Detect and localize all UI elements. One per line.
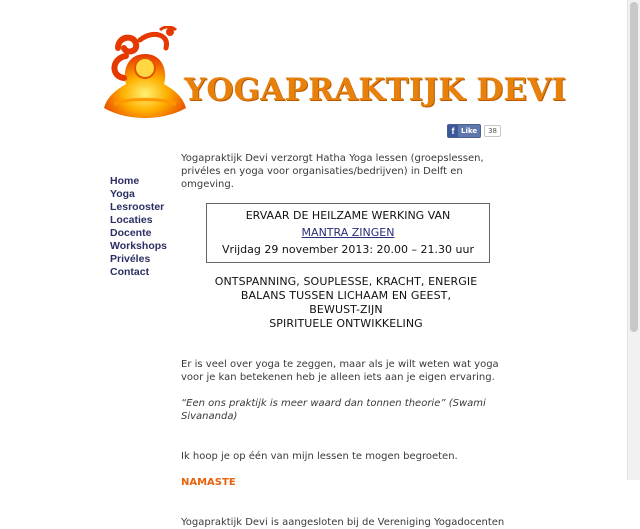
theme-line: BEWUST-ZIJN xyxy=(309,303,383,316)
site-logo[interactable] xyxy=(100,26,190,122)
nav-item-contact[interactable]: Contact xyxy=(110,266,150,278)
nav-item-lesrooster[interactable]: Lesrooster xyxy=(110,201,165,213)
intro-text: Yogapraktijk Devi verzorgt Hatha Yoga lessen (groepslessen, privéles en yoga voor organisaties/bedrijven) in Delft en omgeving. xyxy=(181,153,484,190)
themes-block xyxy=(181,275,511,331)
mantra-zingen-link[interactable]: MANTRA ZINGEN xyxy=(301,226,395,239)
facebook-icon: f xyxy=(448,125,458,137)
event-headline: ERVAAR DE HEILZAME WERKING VAN xyxy=(245,209,451,222)
main-content xyxy=(181,152,511,529)
greeting-paragraph: Ik hoop je op één van mijn lessen te mogen begroeten. xyxy=(181,451,458,462)
facebook-like-count: 38 xyxy=(484,125,501,137)
nav-item-priveles[interactable]: Privéles xyxy=(110,253,151,265)
nav-item-yoga[interactable]: Yoga xyxy=(110,188,135,200)
facebook-like-button[interactable] xyxy=(447,124,481,138)
yoga-paragraph: Er is veel over yoga te zeggen, maar als je wilt weten wat yoga voor je kan betekenen heb je alleen iets aan je eigen ervaring. xyxy=(181,359,499,383)
nav-item-docente[interactable]: Docente xyxy=(110,227,152,239)
nav-item-locaties[interactable]: Locaties xyxy=(110,214,153,226)
event-date: Vrijdag 29 november 2013: 20.00 – 21.30 uur xyxy=(222,243,474,256)
theme-line: BALANS TUSSEN LICHAAM EN GEEST, xyxy=(240,289,452,302)
theme-line: SPIRITUELE ONTWIKKELING xyxy=(269,317,423,330)
facebook-like-label: Like xyxy=(461,127,478,135)
event-box xyxy=(206,203,490,263)
scrollbar-thumb[interactable] xyxy=(630,2,638,332)
theme-line: ONTSPANNING, SOUPLESSE, KRACHT, ENERGIE xyxy=(214,275,478,288)
page-scrollbar[interactable] xyxy=(627,0,640,480)
sidebar-nav xyxy=(110,175,167,279)
nav-item-home[interactable]: Home xyxy=(110,175,140,187)
facebook-like-widget xyxy=(447,125,501,137)
om-meditation-icon xyxy=(100,26,190,122)
site-title[interactable]: YOGAPRAKTIJK DEVI xyxy=(184,72,567,108)
sivananda-quote: “Een ons praktijk is meer waard dan tonnen theorie” (Swami Sivananda) xyxy=(181,398,486,422)
namaste-text: NAMASTE xyxy=(181,477,236,488)
nav-item-workshops[interactable]: Workshops xyxy=(110,240,167,252)
membership-paragraph: Yogapraktijk Devi is aangesloten bij de Vereniging Yogadocenten xyxy=(181,517,505,528)
